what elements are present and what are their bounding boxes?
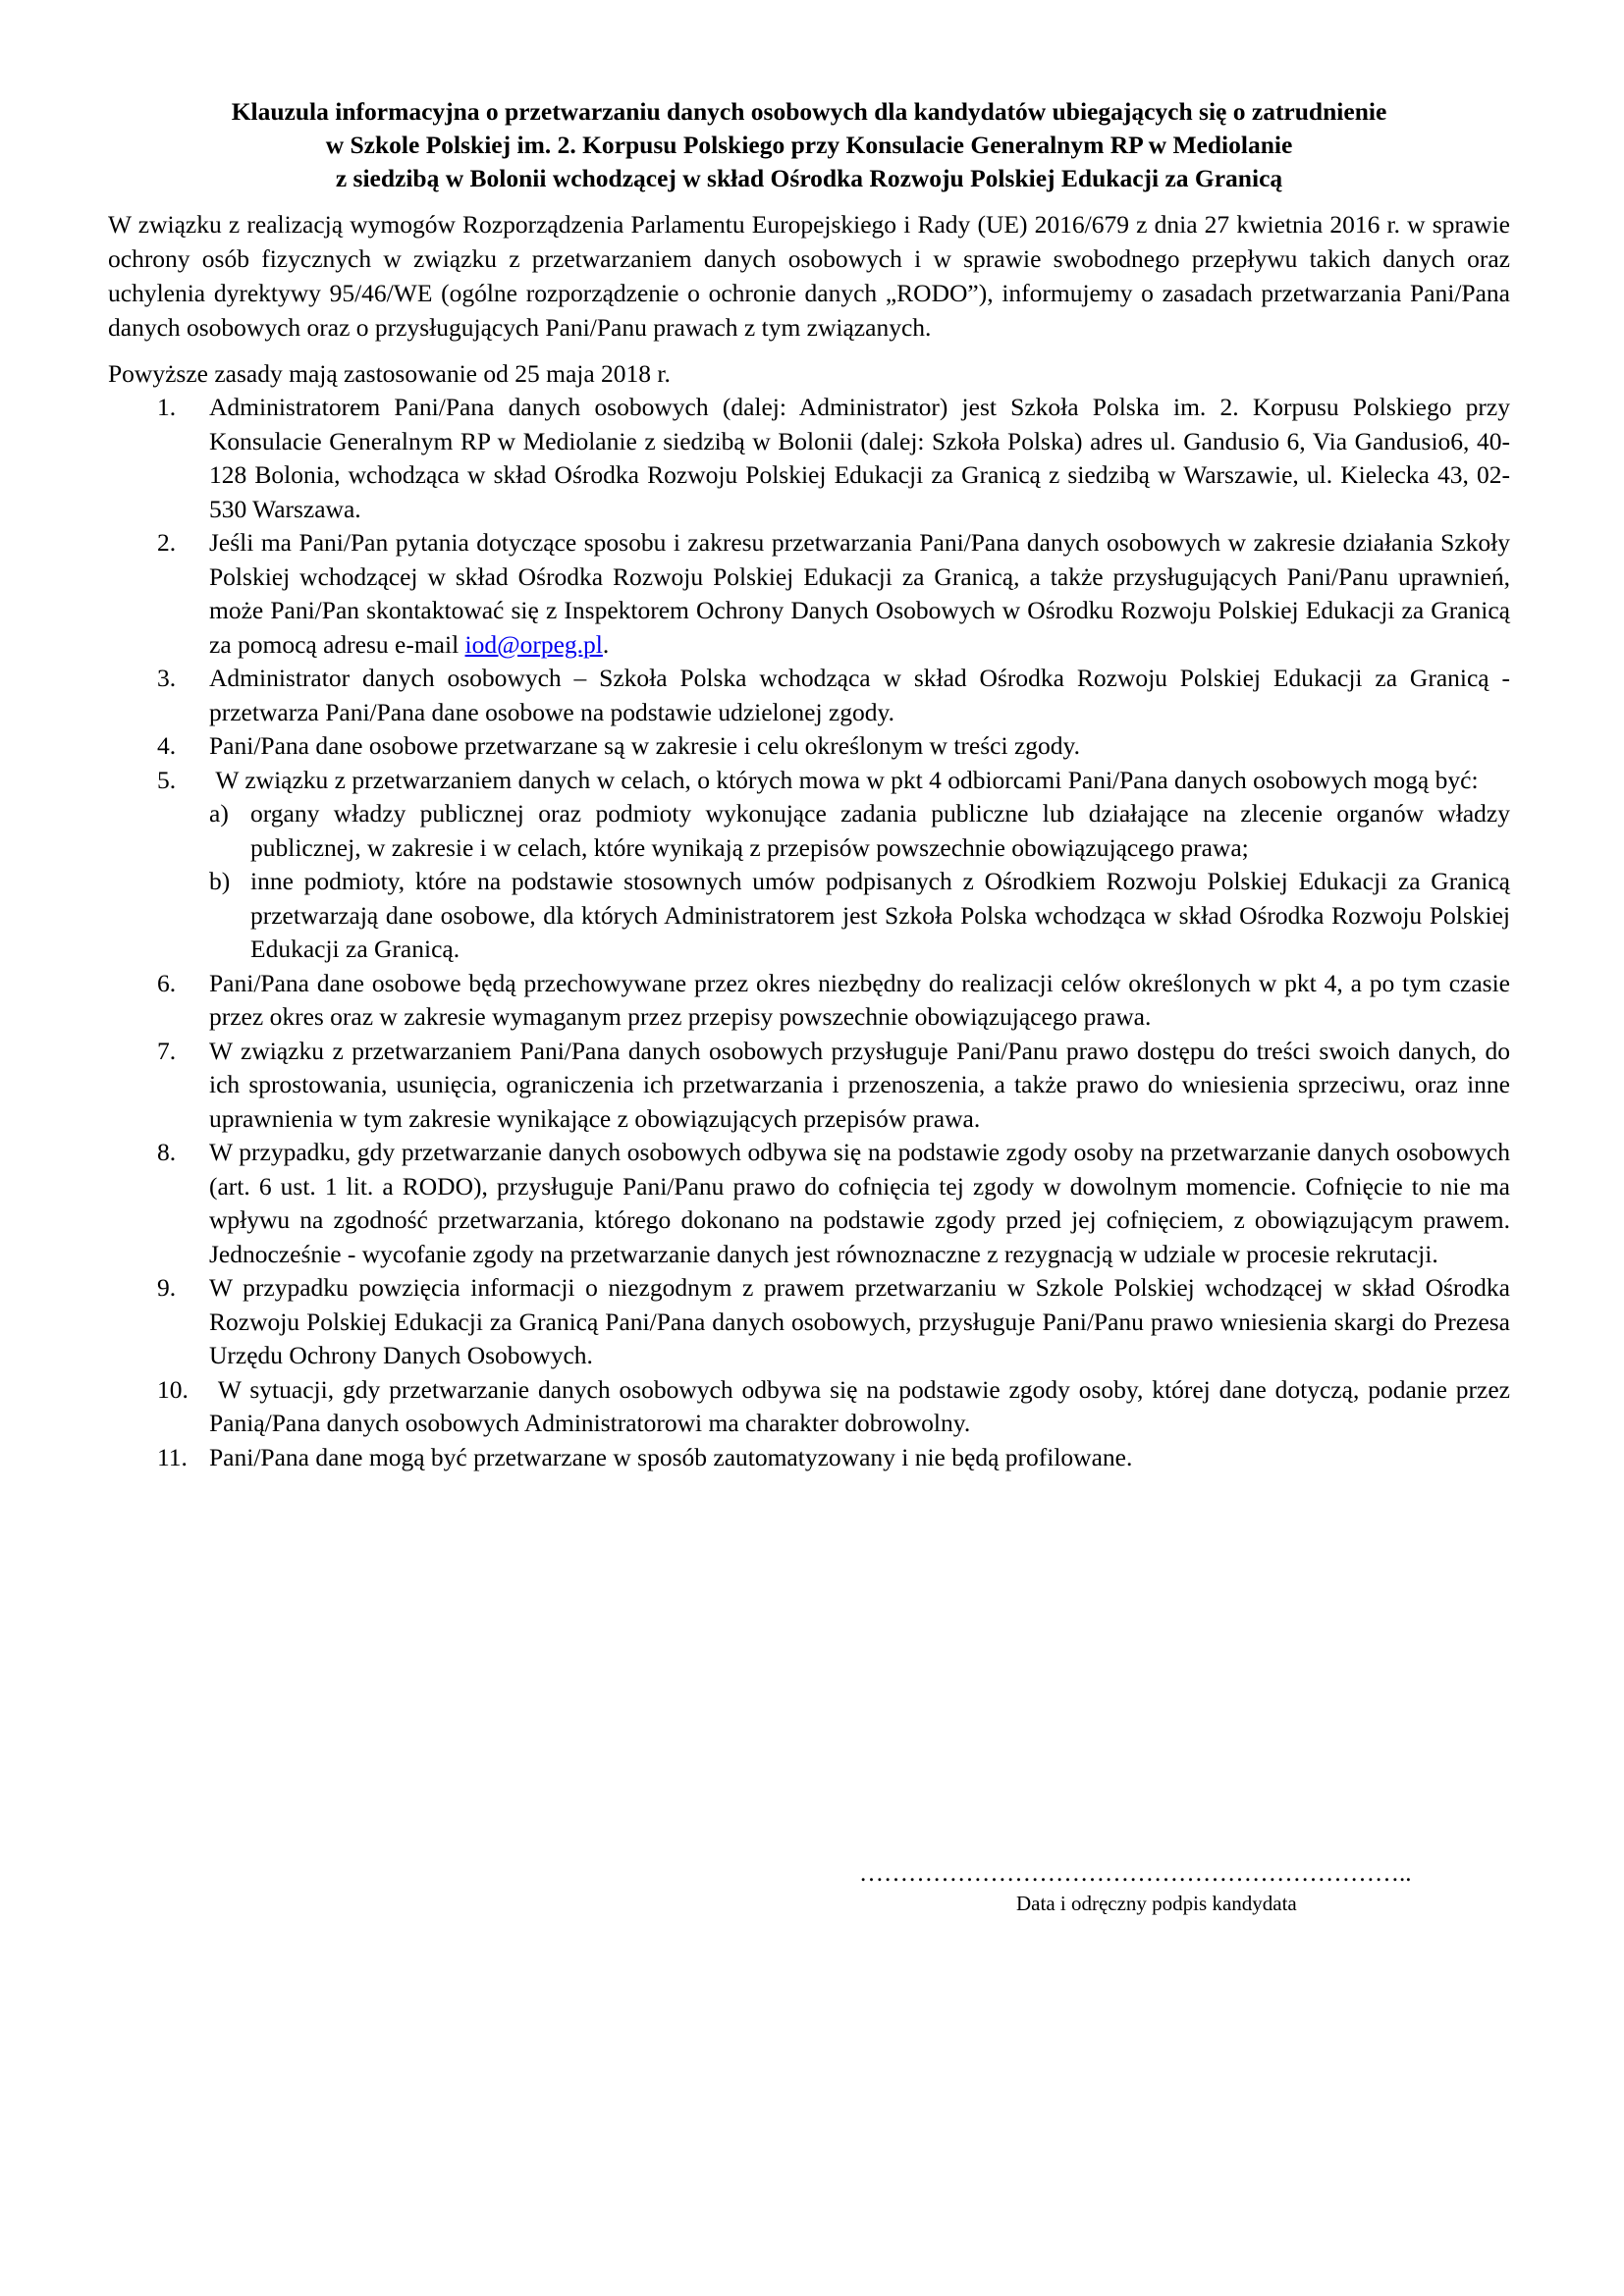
title-line: Klauzula informacyjna o przetwarzaniu danych osobowych dla kandydatów ubiegających się o zatrudnienie [231,97,1387,126]
item-text: Pani/Pana dane mogą być przetwarzane w sposób zautomatyzowany i nie będą profilowane. [209,1442,1133,1471]
email-link[interactable]: iod@orpeg.pl [464,629,603,659]
item-text: W związku z przetwarzaniem Pani/Pana danych osobowych przysługuje Pani/Panu prawo dostępu do treści swoich danych, do ich sprostowania, usunięcia, ograniczenia ich przetwarzania i przenoszenia, a także prawo do wniesienia sprzeciwu, oraz inne uprawnienia w tym zakresie wynikające z obowiązujących przepisów prawa. [209,1036,1510,1133]
item-text: Jeśli ma Pani/Pan pytania dotyczące sposobu i zakresu przetwarzania Pani/Pana danych osobowych w zakresie działania Szkoły Polskiej wchodzącej w skład Ośrodka Rozwoju Polskiej Edukacji za Granicą, a także przysługujących Pani/Panu uprawnień, może Pani/Pan skontaktować się z Inspektorem Ochrony Danych Osobowych w Ośrodku Rozwoju Polskiej Edukacji za Granicą za pomocą adresu e-mail [209,528,1510,659]
list-item [108,1441,1510,1475]
recipient-sublist [209,797,1510,967]
signature-line: ………………………………………………………….. [859,1860,1412,1887]
title-line: w Szkole Polskiej im. 2. Korpusu Polskiego przy Konsulacie Generalnym RP w Mediolanie [325,131,1293,159]
item-number: 3. [157,664,177,692]
item-text: Pani/Pana dane osobowe będą przechowywane przez okres niezbędny do realizacji celów określonych w pkt 4, a po tym czasie przez okres oraz w zakresie wymaganym przez przepisy powszechnie obowiązującego prawa. [209,968,1510,1031]
sublist-text: inne podmioty, które na podstawie stosownych umów podpisanych z Ośrodkiem Rozwoju Polskiej Edukacji za Granicą przetwarzają dane osobowe, dla których Administratorem jest Szkoła Polska wchodząca w skład Ośrodka Rozwoju Polskiej Edukacji za Granicą. [250,867,1510,963]
list-item [108,1136,1510,1271]
list-item [108,526,1510,662]
item-text: Administrator danych osobowych – Szkoła Polska wchodząca w skład Ośrodka Rozwoju Polskiej Edukacji za Granicą - przetwarza Pani/Pana dane osobowe na podstawie udzielonej zgody. [209,664,1510,726]
item-text: W przypadku, gdy przetwarzanie danych osobowych odbywa się na podstawie zgody osoby na przetwarzanie danych osobowych (art. 6 ust. 1 lit. a RODO), przysługuje Pani/Panu prawo do cofnięcia tej zgody w dowolnym momencie. Cofnięcie to nie ma wpływu na zgodność przetwarzania, którego dokonano na podstawie zgody przed jej cofnięciem, z obowiązującym prawem. Jednocześnie - wycofanie zgody na przetwarzanie danych jest równoznaczne z rezygnacją w udziale w procesie rekrutacji. [209,1138,1510,1268]
signature-block [859,1860,1527,1916]
applies-from-text: Powyższe zasady mają zastosowanie od 25 maja 2018 r. [108,359,671,388]
title-line: z siedzibą w Bolonii wchodzącej w skład Ośrodka Rozwoju Polskiej Edukacji za Granicą [335,164,1283,192]
sublist-label: b) [209,867,231,895]
sublist-label: a) [209,799,229,828]
item-number: 5. [157,765,177,794]
item-number: 7. [157,1036,177,1065]
item-number: 9. [157,1273,177,1302]
item-number: 2. [157,528,177,557]
document-title [108,95,1510,195]
list-item [108,391,1510,526]
clause-list [108,391,1517,1474]
item-number: 8. [157,1138,177,1166]
item-number: 10. [157,1374,189,1404]
item-text-suffix: . [602,629,610,659]
sublist-item [209,797,1510,865]
item-number: 4. [157,731,177,760]
list-item [108,1373,1517,1441]
list-item [108,729,1510,764]
document-page [108,95,1517,1474]
sublist-text: organy władzy publicznej oraz podmioty wykonujące zadania publiczne lub działające na zlecenie organów władzy publicznej, w zakresie i w celach, które wynikają z przepisów powszechnie obowiązującego prawa; [250,799,1510,862]
item-text: W związku z przetwarzaniem danych w celach, o których mowa w pkt 4 odbiorcami Pani/Pana danych osobowych mogą być: [209,765,1479,794]
list-item [108,764,1510,967]
item-text: Administratorem Pani/Pana danych osobowych (dalej: Administrator) jest Szkoła Polska im. 2. Korpusu Polskiego przy Konsulacie Generalnym RP w Mediolanie z siedzibą w Bolonii (dalej: Szkoła Polska) adres ul. Gandusio 6, Via Gandusio6, 40-128 Bolonia, wchodząca w skład Ośrodka Rozwoju Polskiej Edukacji za Granicą z siedzibą w Warszawie, ul. Kielecka 43, 02-530 Warszawa. [209,393,1510,523]
item-number: 1. [157,393,177,421]
list-item [108,1035,1510,1137]
intro-paragraph: W związku z realizacją wymogów Rozporządzenia Parlamentu Europejskiego i Rady (UE) 2016/679 z dnia 27 kwietnia 2016 r. w sprawie ochrony osób fizycznych w związku z przetwarzaniem danych osobowych i w sprawie swobodnego przepływu takich danych oraz uchylenia dyrektywy 95/46/WE (ogólne rozporządzenie o ochronie danych „RODO”), informujemy o zasadach przetwarzania Pani/Pana danych osobowych oraz o przysługujących Pani/Panu prawach z tym związanych. [108,210,1510,342]
sublist-item [209,865,1510,967]
item-text: W przypadku powzięcia informacji o niezgodnym z prawem przetwarzaniu w Szkole Polskiej wchodzącej w skład Ośrodka Rozwoju Polskiej Edukacji za Granicą Pani/Pana danych osobowych, przysługuje Pani/Panu prawo wniesienia skargi do Prezesa Urzędu Ochrony Danych Osobowych. [209,1273,1510,1369]
list-item [108,662,1510,729]
item-number: 11. [157,1442,188,1471]
list-item [108,1271,1510,1373]
list-item [108,967,1510,1035]
signature-caption: Data i odręczny podpis kandydata [1016,1892,1297,1915]
item-text: Pani/Pana dane osobowe przetwarzane są w zakresie i celu określonym w treści zgody. [209,731,1080,760]
item-number: 6. [157,968,177,997]
item-text: W sytuacji, gdy przetwarzanie danych osobowych odbywa się na podstawie zgody osoby, której dane dotyczą, podanie przez Panią/Pana danych osobowych Administratorowi ma charakter dobrowolny. [209,1374,1517,1437]
